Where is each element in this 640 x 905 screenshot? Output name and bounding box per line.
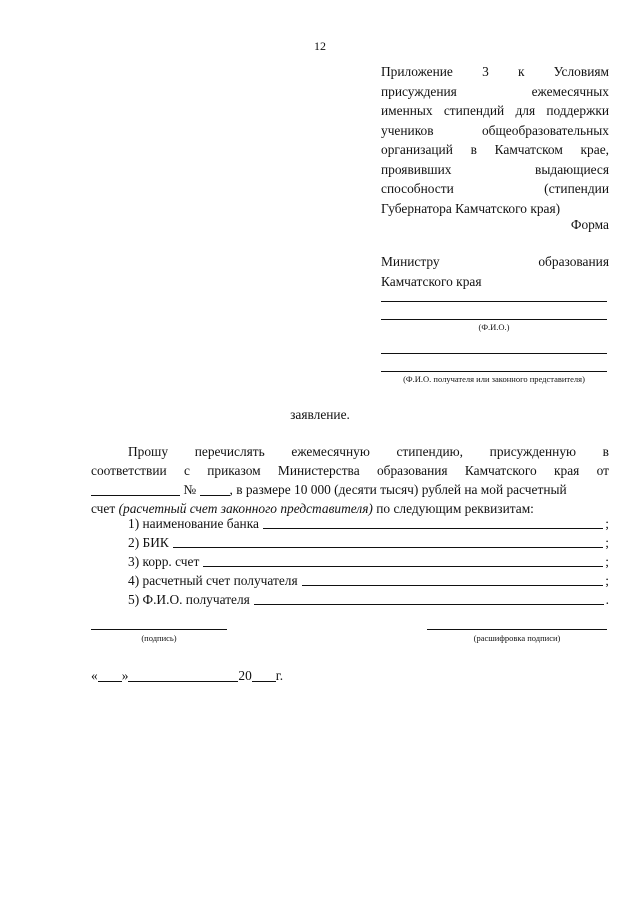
form-label: Форма [570,217,609,232]
field-end: . [605,592,609,607]
field-label: 3) корр. счет [128,554,200,569]
corr-account-row [128,552,609,571]
recipient-account-field[interactable] [302,585,604,586]
fio-field-line-2[interactable] [381,319,607,320]
month-blank[interactable] [128,681,238,682]
day-blank[interactable] [98,681,122,682]
signature-caption: (подпись) [141,633,177,643]
field-label: 4) расчетный счет получателя [128,573,298,588]
addressee-block [381,252,609,291]
bank-name-row [128,514,609,533]
order-date-blank[interactable] [91,495,180,496]
field-end: ; [605,573,609,588]
appendix-line: Губернатора Камчатского края) [381,200,561,216]
addressee-line-2: Камчатского края [381,273,482,289]
request-line-1: Прошу перечислять ежемесячную стипендию, присужденную в [128,444,609,459]
recipient-caption: (Ф.И.О. получателя или законного представителя) [403,374,585,384]
field-end: ; [605,535,609,550]
addressee-line-1: Министру образования [381,254,609,269]
recipient-name-field[interactable] [254,604,604,605]
request-line-3 [91,480,609,499]
appendix-header [381,62,609,218]
bank-name-field[interactable] [263,528,603,529]
field-label: 1) наименование банка [128,516,259,531]
request-line-4-italic: (расчетный счет законного представителя) [118,501,373,516]
request-line-4-end: по следующим реквизитам: [376,501,534,516]
order-number-blank[interactable] [200,495,230,496]
order-number-sign: № [183,482,197,497]
document-title: заявление. [290,407,350,422]
appendix-line: учеников общеобразовательных [381,122,609,138]
field-label: 2) БИК [128,535,169,550]
recipient-field-line-2[interactable] [381,371,607,372]
fio-field-line-1[interactable] [381,301,607,302]
field-end: ; [605,516,609,531]
request-line-4-start: счет [91,501,116,516]
year-blank[interactable] [252,681,276,682]
fio-caption: (Ф.И.О.) [478,322,510,332]
signature-line[interactable] [91,629,227,630]
appendix-line: именных стипендий для поддержки [381,103,609,118]
recipient-name-row [128,590,609,609]
signature-decoding-caption: (расшифровка подписи) [473,633,561,643]
bik-row [128,533,609,552]
signature-decoding-line[interactable] [427,629,607,630]
date-open-quote: « [91,668,98,683]
year-suffix: г. [275,668,284,683]
appendix-line: присуждения ежемесячных [381,83,609,99]
appendix-line: организаций в Камчатском крае, [381,142,609,157]
appendix-line: Приложение 3 к Условиям [381,64,609,79]
bank-details-list [128,514,609,609]
page-number: 12 [314,39,326,53]
bik-field[interactable] [173,547,603,548]
field-end: ; [605,554,609,569]
request-paragraph [91,442,609,518]
field-label: 5) Ф.И.О. получателя [128,592,250,607]
year-prefix: 20 [238,668,252,683]
date-line [91,668,283,684]
request-line-2: соответствии с приказом Министерства образования Камчатского края от [91,463,609,478]
request-line-3-text: , в размере 10 000 (десяти тысяч) рублей на мой расчетный [229,482,567,497]
appendix-line: проявивших выдающиеся [381,161,609,177]
recipient-account-row [128,571,609,590]
date-close-quote: » [121,668,129,683]
corr-account-field[interactable] [203,566,603,567]
recipient-field-line-1[interactable] [381,353,607,354]
appendix-line: способности (стипендии [381,181,609,196]
